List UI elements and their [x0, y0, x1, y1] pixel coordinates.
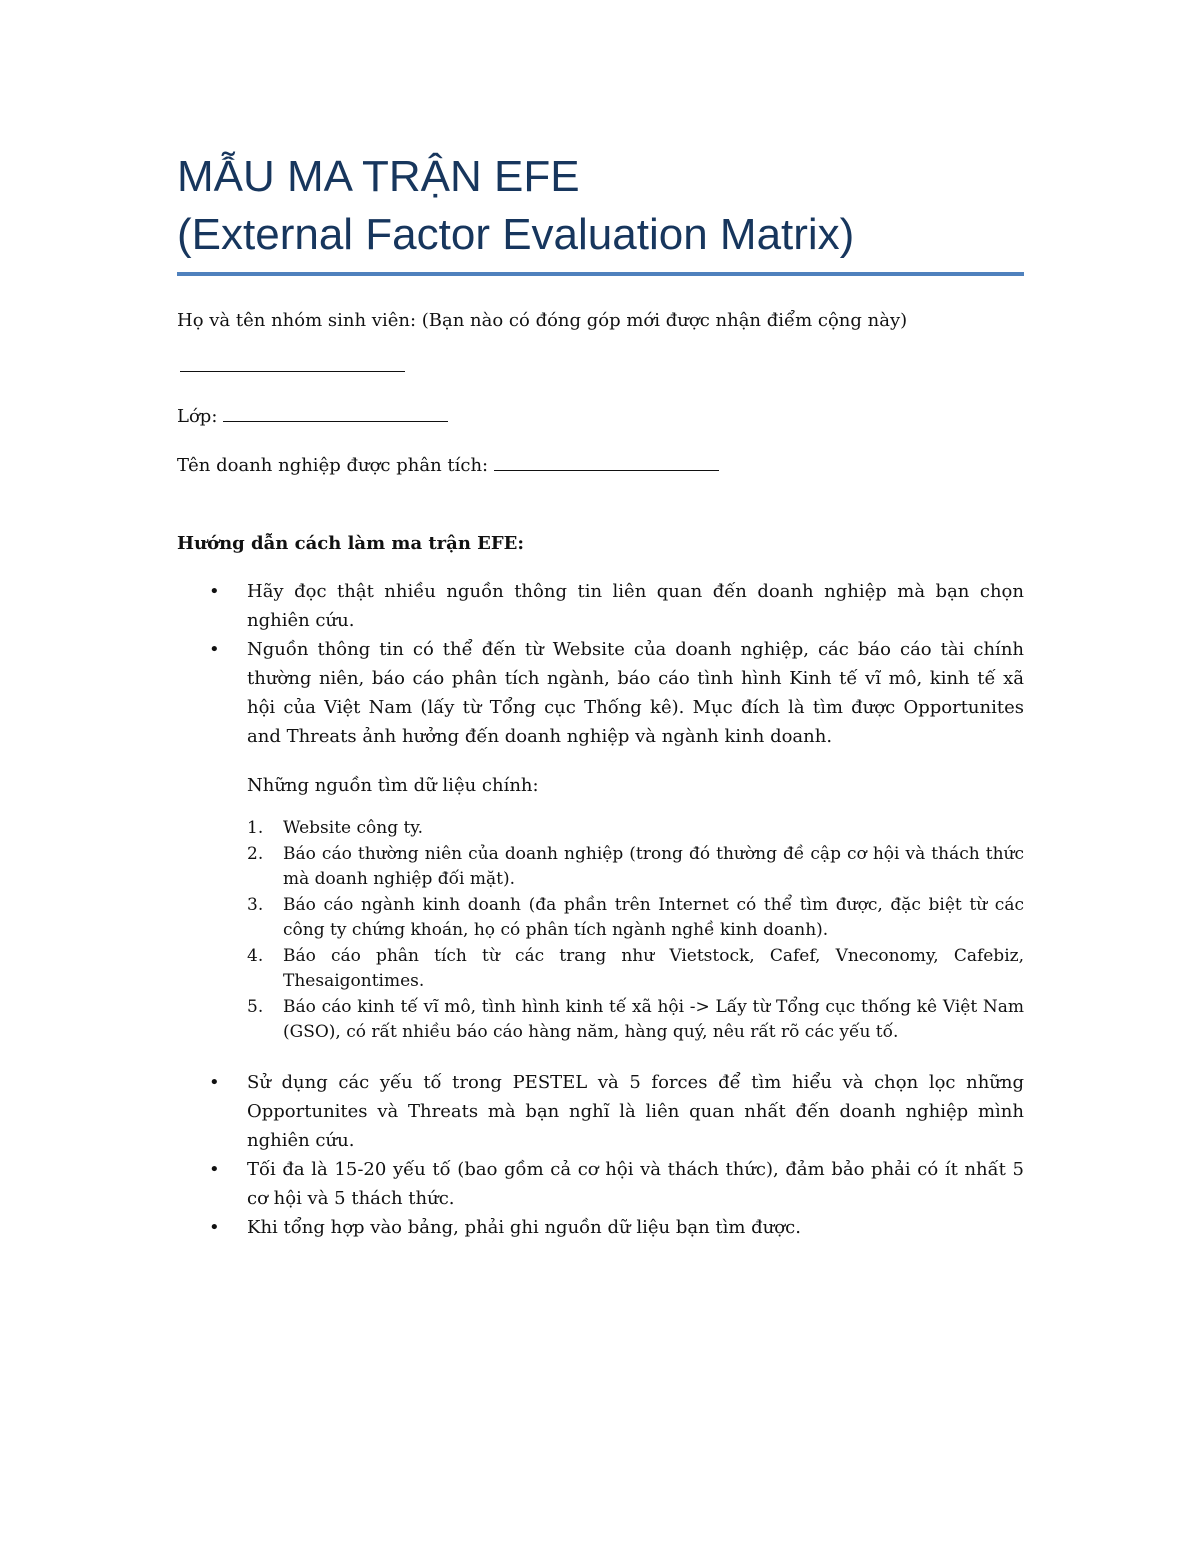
- class-blank-line[interactable]: [223, 403, 448, 422]
- group-name-blank-line[interactable]: [180, 352, 405, 381]
- list-item: [177, 1068, 1024, 1155]
- company-label: Tên doanh nghiệp được phân tích:: [177, 455, 489, 476]
- list-item: [247, 893, 1024, 944]
- group-name-label: Họ và tên nhóm sinh viên: (Bạn nào có đóng góp mới được nhận điểm cộng này): [177, 310, 908, 331]
- document-title: [177, 148, 1027, 264]
- bullet-text: Sử dụng các yếu tố trong PESTEL và 5 forces để tìm hiểu và chọn lọc những Opportunites và Threats mà bạn nghĩ là liên quan nhất đến doanh nghiệp mình nghiên cứu.: [247, 1072, 1024, 1151]
- class-row: [177, 402, 448, 431]
- title-underline: [177, 272, 1024, 276]
- guide-bullets-bottom: [177, 1068, 1024, 1242]
- list-item: [177, 577, 1024, 635]
- guide-bullets-top: [177, 577, 1024, 751]
- bullet-text: Khi tổng hợp vào bảng, phải ghi nguồn dữ liệu bạn tìm được.: [247, 1217, 801, 1238]
- list-number: 3.: [247, 894, 264, 915]
- list-item: [247, 995, 1024, 1046]
- list-item: [247, 944, 1024, 995]
- sources-list: [247, 816, 1024, 1046]
- title-line-2: (External Factor Evaluation Matrix): [177, 210, 855, 259]
- source-text: Báo cáo ngành kinh doanh (đa phần trên Internet có thể tìm được, đặc biệt từ các công ty chứng khoán, họ có phân tích ngành nghề kinh doanh).: [283, 894, 1024, 940]
- company-row: [177, 451, 719, 480]
- title-line-1: MẪU MA TRẬN EFE: [177, 152, 580, 201]
- list-number: 2.: [247, 843, 264, 864]
- bullet-text: Nguồn thông tin có thể đến từ Website của doanh nghiệp, các báo cáo tài chính thường niên, báo cáo phân tích ngành, báo cáo tình hình Kinh tế vĩ mô, kinh tế xã hội của Việt Nam (lấy từ Tổng cục Thống kê). Mục đích là tìm được Opportunites and Threats ảnh hưởng đến doanh nghiệp và ngành kinh doanh.: [247, 639, 1024, 747]
- list-item: [177, 1213, 1024, 1242]
- source-text: Website công ty.: [283, 818, 424, 838]
- source-text: Báo cáo thường niên của doanh nghiệp (trong đó thường đề cập cơ hội và thách thức mà doanh nghiệp đối mặt).: [283, 843, 1024, 889]
- list-number: 5.: [247, 996, 264, 1017]
- sources-label: Những nguồn tìm dữ liệu chính:: [247, 775, 539, 796]
- list-item: [177, 1155, 1024, 1213]
- list-number: 1.: [247, 818, 264, 838]
- list-item: [247, 816, 1024, 842]
- list-item: [177, 635, 1024, 751]
- bullet-text: Hãy đọc thật nhiều nguồn thông tin liên quan đến doanh nghiệp mà bạn chọn nghiên cứu.: [247, 581, 1024, 631]
- source-text: Báo cáo phân tích từ các trang như Vietstock, Cafef, Vneconomy, Cafebiz, Thesaigontimes.: [283, 945, 1024, 991]
- guide-heading: Hướng dẫn cách làm ma trận EFE:: [177, 533, 525, 554]
- source-text: Báo cáo kinh tế vĩ mô, tình hình kinh tế xã hội -> Lấy từ Tổng cục thống kê Việt Nam (GSO), có rất nhiều báo cáo hàng năm, hàng quý, nêu rất rõ các yếu tố.: [283, 996, 1024, 1042]
- class-label: Lớp:: [177, 406, 218, 427]
- bullet-text: Tối đa là 15-20 yếu tố (bao gồm cả cơ hội và thách thức), đảm bảo phải có ít nhất 5 cơ hội và 5 thách thức.: [247, 1159, 1024, 1209]
- list-item: [247, 842, 1024, 893]
- company-blank-line[interactable]: [494, 452, 719, 471]
- list-number: 4.: [247, 945, 264, 966]
